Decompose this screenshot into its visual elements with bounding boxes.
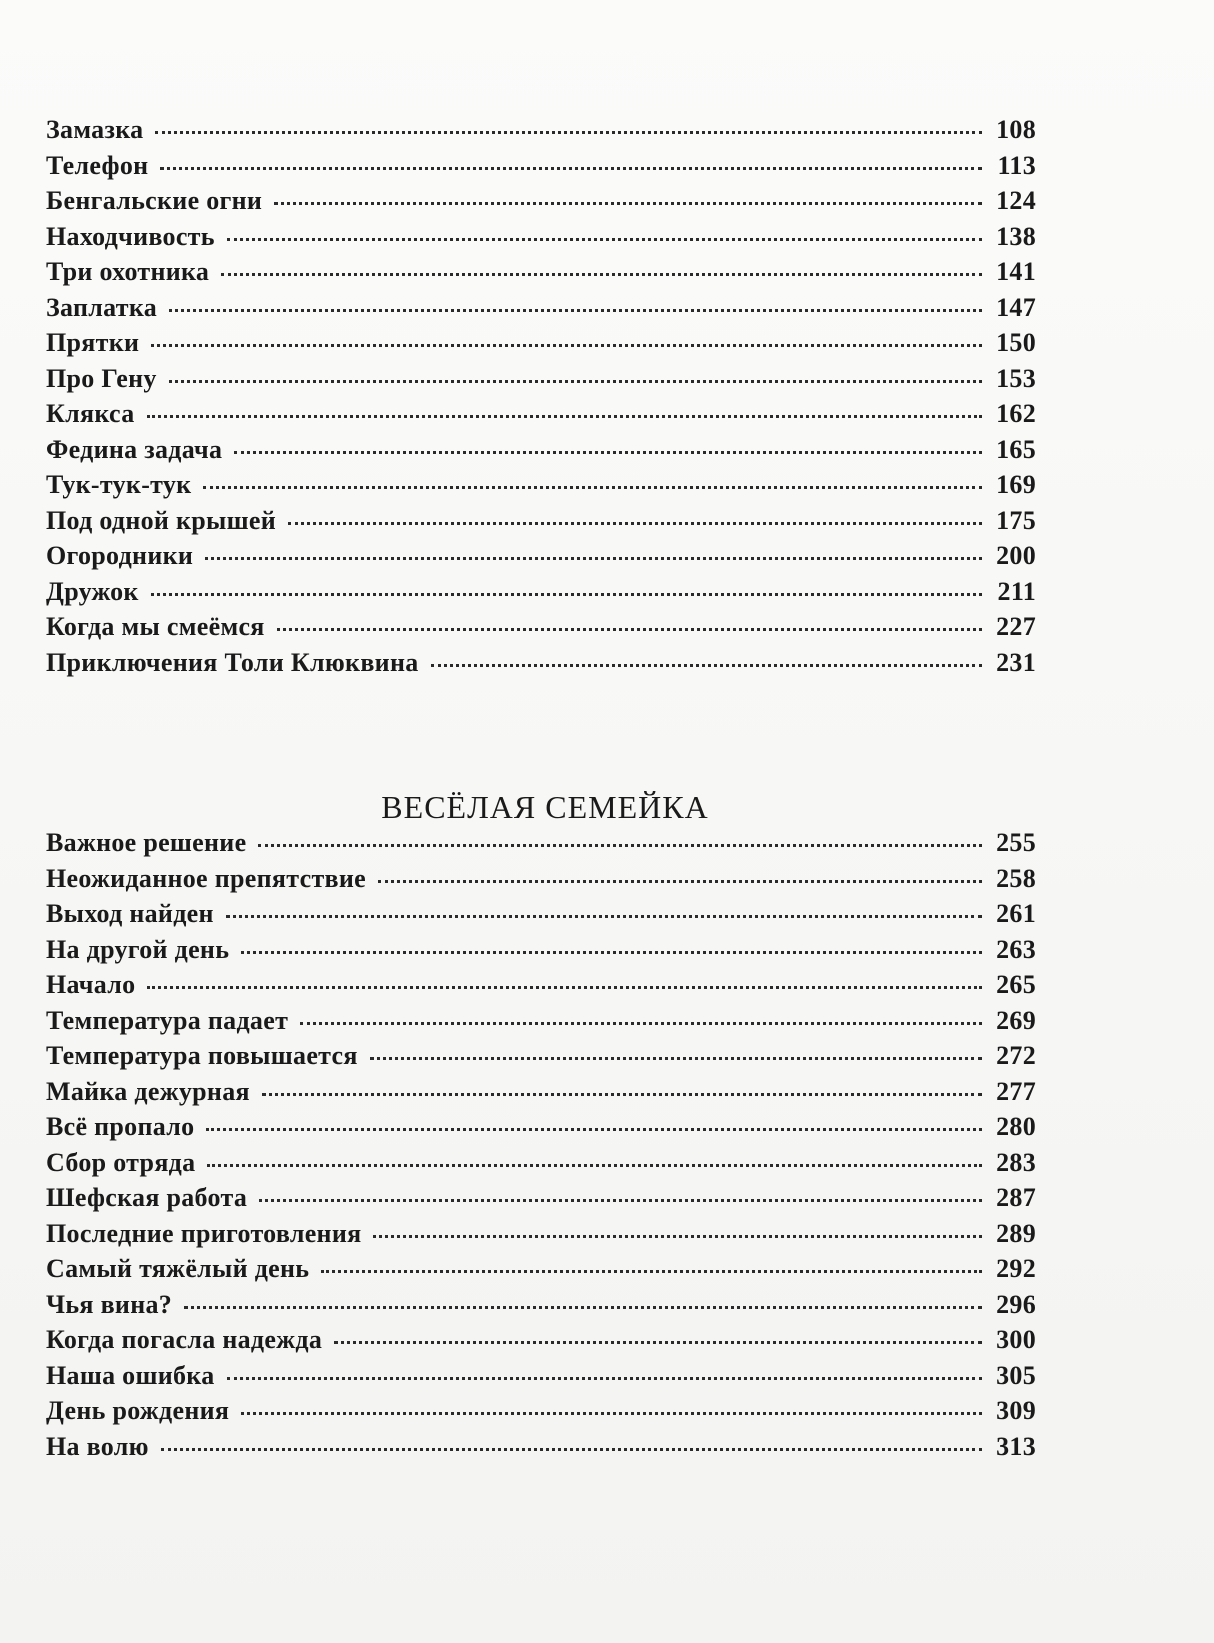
toc-entry-title: Три охотника [46,257,210,286]
dot-leader [262,1093,982,1096]
toc-entry [46,328,1036,364]
dot-leader [161,1448,982,1451]
dot-leader [373,1235,982,1238]
dot-leader [155,131,982,134]
toc-entry [46,541,1036,577]
toc-entry [46,828,1036,864]
dot-leader [160,167,982,170]
toc-entry-title: Наша ошибка [46,1360,215,1390]
toc-entry-title: Про Гену [46,363,157,393]
toc-entry-page-number: 113 [997,150,1036,180]
toc-entry-page-number: 283 [996,1147,1036,1177]
table-of-contents-part-1 [46,115,1036,683]
toc-entry-title: Неожиданное препятствие [46,863,366,893]
table-of-contents-part-2 [46,828,1036,1467]
dot-leader [227,1377,983,1380]
toc-entry-title: Телефон [46,150,149,180]
toc-entry [46,899,1036,935]
toc-entry-page-number: 258 [996,863,1036,893]
toc-entry-title: Майка дежурная [46,1076,250,1106]
toc-entry-page-number: 263 [996,934,1036,964]
dot-leader [258,844,982,847]
toc-entry-page-number: 272 [996,1041,1036,1070]
toc-entry-page-number: 175 [996,505,1036,535]
toc-entry [46,648,1036,684]
toc-entry [46,1254,1036,1290]
toc-entry-page-number: 227 [996,612,1036,641]
toc-entry-page-number: 296 [996,1289,1036,1319]
toc-entry-page-number: 287 [996,1183,1036,1212]
dot-leader [147,986,982,989]
toc-entry-title: Сбор отряда [46,1147,196,1177]
toc-entry-page-number: 150 [996,328,1036,357]
toc-entry-page-number: 141 [996,257,1036,286]
toc-entry [46,470,1036,506]
toc-entry-page-number: 300 [996,1325,1036,1354]
dot-leader [241,951,982,954]
toc-entry [46,1077,1036,1113]
toc-entry-title: Дружок [46,576,139,606]
dot-leader [207,1164,982,1167]
toc-entry-title: Клякса [46,399,135,428]
dot-leader [151,344,982,347]
dot-leader [321,1270,982,1273]
toc-entry-page-number: 305 [996,1360,1036,1390]
toc-entry-page-number: 165 [996,434,1036,464]
toc-entry-title: Самый тяжёлый день [46,1254,310,1283]
toc-entry-title: Температура падает [46,1005,289,1035]
toc-entry-title: Когда погасла надежда [46,1325,323,1354]
dot-leader [227,238,982,241]
toc-entry [46,506,1036,542]
toc-entry-page-number: 231 [996,647,1036,677]
toc-entry [46,1325,1036,1361]
dot-leader [184,1306,982,1309]
toc-entry-title: Начало [46,970,136,999]
dot-leader [169,380,982,383]
dot-leader [234,451,982,454]
toc-entry-page-number: 211 [997,576,1036,606]
dot-leader [226,915,982,918]
dot-leader [288,522,982,525]
toc-entry-title: На другой день [46,934,230,964]
toc-entry-page-number: 313 [996,1431,1036,1461]
dot-leader [206,1128,982,1131]
toc-entry [46,1396,1036,1432]
toc-entry-title: На волю [46,1431,149,1461]
toc-entry [46,1148,1036,1184]
toc-entry-title: Огородники [46,541,194,570]
toc-entry-page-number: 269 [996,1005,1036,1035]
toc-entry-page-number: 255 [996,828,1036,857]
toc-entry-page-number: 124 [996,186,1036,215]
toc-entry [46,1183,1036,1219]
toc-entry [46,364,1036,400]
dot-leader [241,1412,982,1415]
toc-entry-title: Тук-тук-тук [46,470,192,499]
toc-entry-title: Когда мы смеёмся [46,612,265,641]
toc-entry-title: Заплатка [46,292,158,322]
toc-entry-page-number: 280 [996,1112,1036,1141]
toc-entry-page-number: 162 [996,399,1036,428]
toc-entry-page-number: 261 [996,899,1036,928]
toc-entry-page-number: 309 [996,1396,1036,1425]
toc-entry-page-number: 108 [996,115,1036,144]
toc-entry-title: Приключения Толи Клюквина [46,647,419,677]
toc-entry-title: Прятки [46,328,140,357]
toc-entry [46,115,1036,151]
toc-entry-title: Находчивость [46,221,215,251]
dot-leader [300,1022,982,1025]
dot-leader [169,309,982,312]
dot-leader [277,628,982,631]
toc-entry [46,399,1036,435]
toc-entry [46,1290,1036,1326]
dot-leader [431,664,982,667]
dot-leader [334,1341,982,1344]
toc-entry-page-number: 265 [996,970,1036,999]
toc-entry-title: Выход найден [46,899,214,928]
dot-leader [205,557,982,560]
toc-entry [46,186,1036,222]
toc-entry [46,935,1036,971]
toc-entry [46,1361,1036,1397]
dot-leader [274,202,982,205]
toc-entry-page-number: 292 [996,1254,1036,1283]
toc-entry [46,1219,1036,1255]
toc-entry-page-number: 169 [996,470,1036,499]
toc-entry [46,222,1036,258]
toc-entry-page-number: 200 [996,541,1036,570]
toc-entry [46,1432,1036,1468]
toc-entry-title: Чья вина? [46,1289,173,1319]
toc-entry-title: Последние приготовления [46,1218,362,1248]
dot-leader [151,593,982,596]
toc-entry [46,435,1036,471]
toc-entry-title: Всё пропало [46,1112,195,1141]
toc-entry-page-number: 147 [996,292,1036,322]
toc-entry [46,970,1036,1006]
toc-entry-title: Федина задача [46,434,223,464]
toc-entry-title: Шефская работа [46,1183,248,1212]
toc-entry [46,1112,1036,1148]
toc-entry [46,1041,1036,1077]
toc-entry-title: Замазка [46,115,144,144]
toc-entry-title: Бенгальские огни [46,186,263,215]
toc-entry [46,1006,1036,1042]
toc-entry-title: Температура повышается [46,1041,358,1070]
toc-entry [46,257,1036,293]
toc-entry-page-number: 277 [996,1076,1036,1106]
toc-entry [46,577,1036,613]
toc-entry-page-number: 289 [996,1218,1036,1248]
toc-entry-page-number: 153 [996,363,1036,393]
toc-entry [46,151,1036,187]
dot-leader [259,1199,982,1202]
toc-entry [46,864,1036,900]
toc-entry [46,293,1036,329]
dot-leader [147,415,983,418]
toc-entry [46,612,1036,648]
section-title: ВЕСЁЛАЯ СЕМЕЙКА [381,788,709,825]
toc-entry-title: День рождения [46,1396,230,1425]
dot-leader [221,273,982,276]
dot-leader [378,880,982,883]
toc-entry-title: Важное решение [46,828,247,857]
toc-entry-page-number: 138 [996,221,1036,251]
dot-leader [203,486,982,489]
toc-entry-title: Под одной крышей [46,505,277,535]
dot-leader [370,1057,982,1060]
